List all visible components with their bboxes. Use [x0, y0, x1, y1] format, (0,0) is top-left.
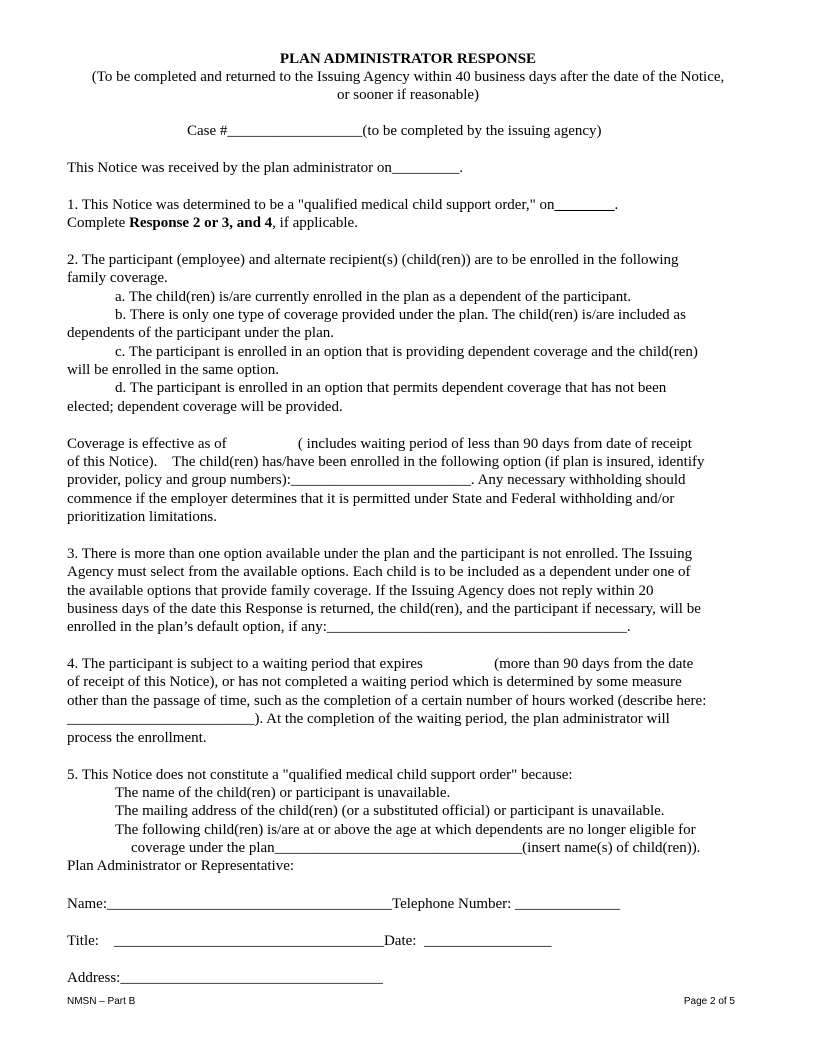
form-subtitle-line-2: or sooner if reasonable) [336, 87, 480, 103]
section5-item: The name of the child(ren) or participant is unavailable. [115, 785, 451, 801]
section1-text: 1. This Notice was determined to be a "qualified medical child support order," on [67, 197, 555, 213]
section3-line: Agency must select from the available options. Each child is to be included as a dependent under one of [67, 564, 691, 580]
section2-line: family coverage. [67, 270, 168, 286]
received-line [67, 159, 463, 177]
received-text: This Notice was received by the plan administrator on [67, 160, 392, 176]
section4-line: of receipt of this Notice), or has not completed a waiting period which is determined by some measure [67, 674, 682, 690]
section1-complete-prefix: Complete [67, 215, 130, 231]
section1-complete-bold: Response 2 or 3, and 4 [129, 215, 273, 231]
section2-line: dependents of the participant under the plan. [67, 325, 334, 341]
section1-period: . [614, 197, 619, 213]
case-number-blank[interactable]: __________________ [227, 123, 363, 139]
footer-form-id: NMSN – Part B [67, 996, 136, 1007]
section2-option-c: c. The participant is enrolled in an option that is providing dependent coverage and the child(ren) [115, 344, 698, 360]
section4-line: 4. The participant is subject to a waiting period that expires (more than 90 days from the date [67, 656, 694, 672]
section4-line: other than the passage of time, such as the completion of a certain number of hours worked (describe here: [67, 693, 707, 709]
section4-line: _________________________). At the completion of the waiting period, the plan administrator will [67, 711, 670, 727]
name-telephone-line[interactable]: Name:______________________________________Telephone Number: ______________ [67, 896, 621, 912]
section2-line: elected; dependent coverage will be provided. [67, 399, 343, 415]
footer-page-number: Page 2 of 5 [683, 996, 735, 1007]
coverage-line: of this Notice). The child(ren) has/have been enrolled in the following option (if plan is insured, identify [67, 454, 705, 470]
section3-line: enrolled in the plan’s default option, if any:________________________________________. [67, 619, 631, 635]
section4-line: process the enrollment. [67, 730, 207, 746]
section3-line: business days of the date this Response is returned, the child(ren), and the participant if necessary, will be [67, 601, 701, 617]
section2-option-a: a. The child(ren) is/are currently enrolled in the plan as a dependent of the participant. [115, 289, 632, 305]
coverage-line: Coverage is effective as of ( includes waiting period of less than 90 days from date of receipt [67, 436, 692, 452]
section5-item: The following child(ren) is/are at or above the age at which dependents are no longer eligible for [115, 822, 696, 838]
case-number-line [187, 122, 602, 140]
section5-intro: 5. This Notice does not constitute a "qualified medical child support order" because: [67, 767, 573, 783]
section1-date-blank[interactable]: ________ [554, 197, 615, 213]
title-date-line[interactable]: Title: ____________________________________Date: _________________ [67, 933, 552, 949]
section5-item: The mailing address of the child(ren) (or a substituted official) or participant is unavailable. [115, 803, 665, 819]
coverage-line: provider, policy and group numbers):________________________. Any necessary withholding should [67, 472, 686, 488]
address-line[interactable]: Address:___________________________________ [67, 970, 383, 986]
section2-line: 2. The participant (employee) and alternate recipient(s) (child(ren)) are to be enrolled in the following [67, 252, 679, 268]
received-date-blank[interactable]: _________ [391, 160, 460, 176]
section2-line: will be enrolled in the same option. [67, 362, 280, 378]
coverage-line: commence if the employer determines that it is permitted under State and Federal withholding and/or [67, 491, 675, 507]
signature-heading: Plan Administrator or Representative: [67, 858, 295, 874]
section2-option-b: b. There is only one type of coverage provided under the plan. The child(ren) is/are included as [115, 307, 686, 323]
section3-line: 3. There is more than one option available under the plan and the participant is not enrolled. The Issuing [67, 546, 693, 562]
section1-complete-suffix: , if applicable. [272, 215, 358, 231]
section3-line: the available options that provide family coverage. If the Issuing Agency does not reply within 20 [67, 583, 654, 599]
section1-line-1 [67, 196, 618, 214]
section1-line-2 [67, 214, 358, 232]
section2-option-d: d. The participant is enrolled in an option that permits dependent coverage that has not been [115, 380, 667, 396]
case-number-note: (to be completed by the issuing agency) [362, 123, 602, 139]
case-number-label: Case # [187, 123, 228, 139]
received-period: . [459, 160, 464, 176]
coverage-line: prioritization limitations. [67, 509, 217, 525]
form-title: PLAN ADMINISTRATOR RESPONSE [279, 51, 537, 67]
form-subtitle-line-1: (To be completed and returned to the Issuing Agency within 40 business days after the date of the Notice, [91, 69, 725, 85]
section5-item: coverage under the plan_________________________________(insert name(s) of child(ren)). [131, 840, 701, 856]
